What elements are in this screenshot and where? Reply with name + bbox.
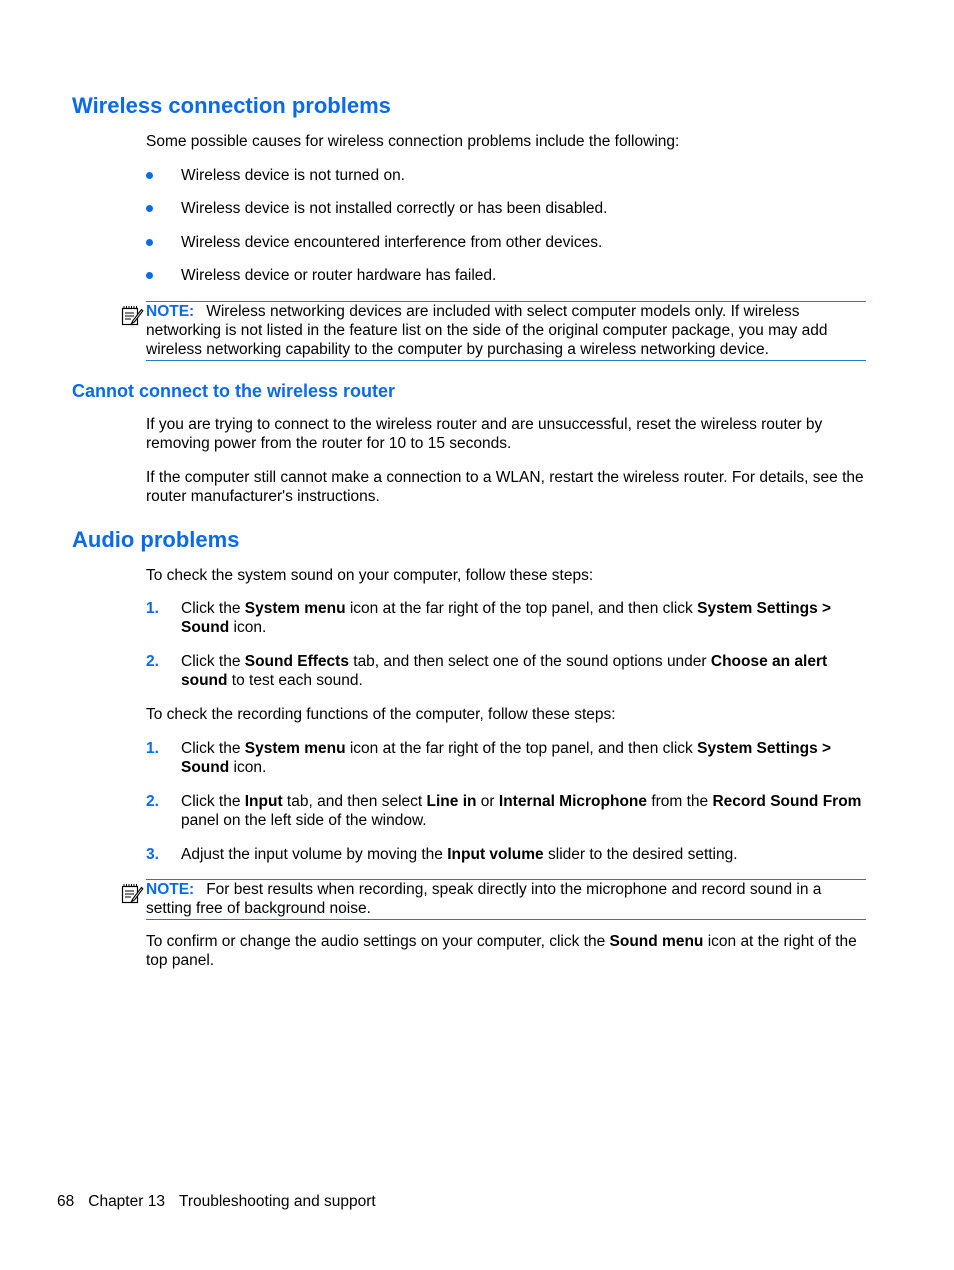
text-run: icon at the far right of the top panel, and then click [345,600,698,617]
text-run: icon at the far right of the top panel, and then click [345,740,698,757]
text-run: or [476,793,499,810]
step-number: 2. [146,653,159,670]
text-run: to test each sound. [227,672,363,689]
subsection-heading-router: Cannot connect to the wireless router [72,381,396,401]
text-run: icon. [229,759,267,776]
list-item [146,233,866,252]
text-run: from the [647,793,713,810]
text-run: Click the [181,653,245,670]
bullet-text: Wireless device is not installed correctly or has been disabled. [181,200,608,217]
step-item [146,652,866,690]
emphasis-text: Input volume [447,846,544,863]
note-box [146,879,866,920]
emphasis-text: Record Sound From [712,793,862,810]
bullet-icon [146,272,153,279]
section-heading-audio: Audio problems [72,527,240,552]
step-item [146,845,866,864]
router-paragraph-1: If you are trying to connect to the wireless router and are unsuccessful, reset the wireless router by removing power from the router for 10 to 15 seconds. [146,416,823,452]
step-number: 2. [146,793,159,810]
list-item [146,166,866,185]
step-text [181,792,866,830]
emphasis-text: System Settings > Sound [181,600,832,636]
chapter-title: Troubleshooting and support [178,1193,376,1210]
audio-intro-sound: To check the system sound on your computer, follow these steps: [146,567,594,584]
emphasis-text: Line in [426,793,477,810]
note-text: For best results when recording, speak directly into the microphone and record sound in a setting free of background noise. [146,881,822,917]
emphasis-text: Sound Effects [244,653,349,670]
list-item [146,266,866,285]
emphasis-text: System menu [244,740,346,757]
bullet-icon [146,205,153,212]
note-label: NOTE: [146,881,195,898]
emphasis-text: System menu [244,600,346,617]
emphasis-text: Internal Microphone [498,793,648,810]
bullet-icon [146,172,153,179]
audio-confirm-paragraph [146,932,866,970]
note-icon [120,303,144,327]
emphasis-text: Input [244,793,283,810]
chapter-label: Chapter 13 [88,1193,165,1210]
step-number: 1. [146,600,159,617]
text-run: icon. [229,619,267,636]
bullet-icon [146,239,153,246]
note-icon [120,881,144,905]
step-text [181,652,866,690]
page-footer [57,1192,376,1211]
bullet-text: Wireless device or router hardware has failed. [181,267,497,284]
step-text [181,845,866,864]
section-heading-wireless: Wireless connection problems [72,93,391,118]
emphasis-text: Sound menu [609,933,704,950]
audio-intro-record: To check the recording functions of the computer, follow these steps: [146,706,616,723]
text-run: Adjust the input volume by moving the [181,846,448,863]
note-text: Wireless networking devices are included with select computer models only. If wireless networking is not listed in the feature list on the side of the original computer package, you may add wireless networking capability to the computer by purchasing a wireless networking device. [146,303,828,358]
text-run: panel on the left side of the window. [181,812,427,829]
list-item [146,199,866,218]
text-run: icon at the right of the top panel. [146,933,857,969]
page-number: 68 [57,1193,75,1210]
text-run: Click the [181,740,245,757]
step-item [146,792,866,830]
text-run: tab, and then select one of the sound options under [348,653,711,670]
wireless-intro: Some possible causes for wireless connection problems include the following: [146,133,680,150]
router-paragraph-2: If the computer still cannot make a connection to a WLAN, restart the wireless router. For details, see the router manufacturer's instructions. [146,469,864,505]
step-item [146,599,866,637]
text-run: To confirm or change the audio settings on your computer, click the [146,933,610,950]
step-text [181,739,866,777]
text-run: Click the [181,793,245,810]
emphasis-text: System Settings > Sound [181,740,832,776]
text-run: tab, and then select [282,793,427,810]
step-item [146,739,866,777]
text-run: Click the [181,600,245,617]
bullet-text: Wireless device encountered interference from other devices. [181,234,603,251]
step-number: 3. [146,846,159,863]
emphasis-text: Choose an alert sound [181,653,828,689]
step-text [181,599,866,637]
note-box [146,301,866,361]
step-number: 1. [146,740,159,757]
bullet-text: Wireless device is not turned on. [181,167,405,184]
text-run: slider to the desired setting. [543,846,738,863]
note-label: NOTE: [146,303,195,320]
